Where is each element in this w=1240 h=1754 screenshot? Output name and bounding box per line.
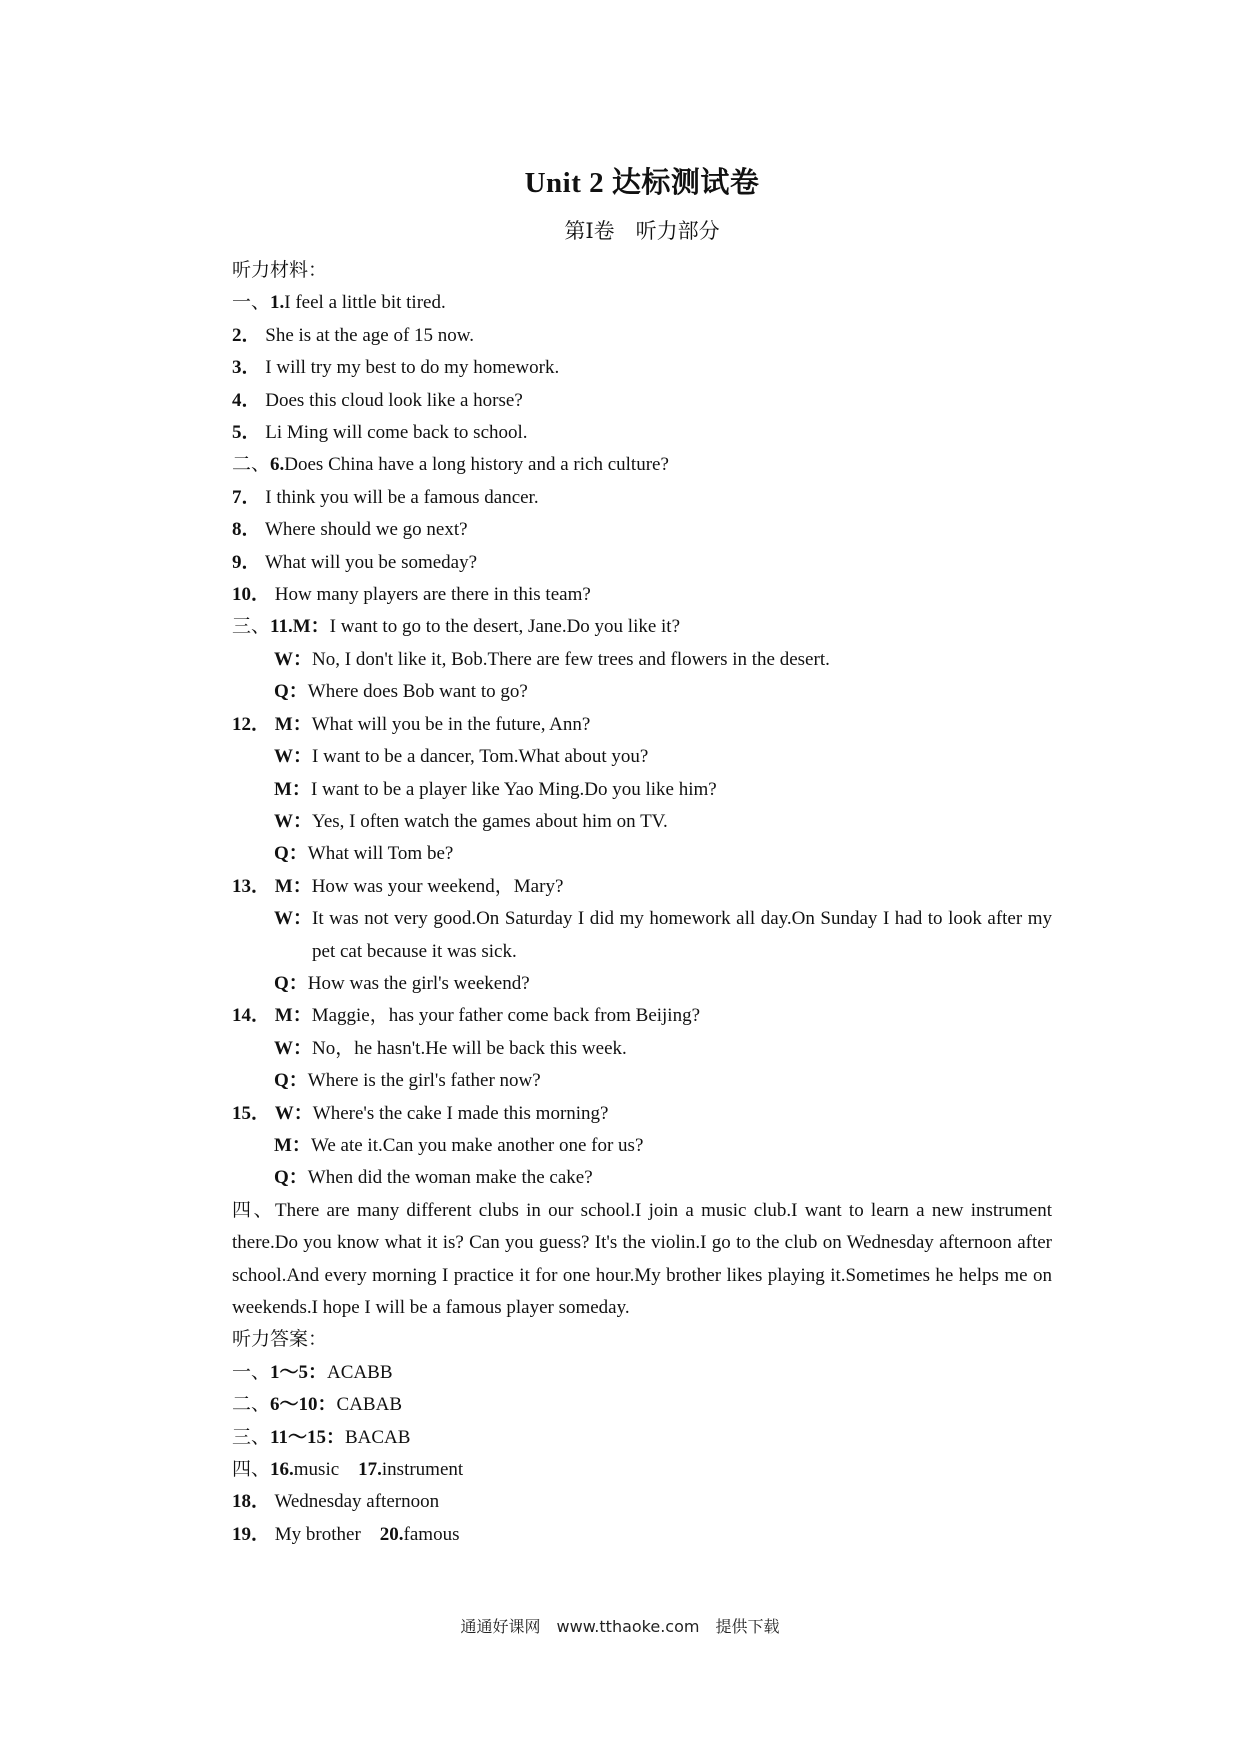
dialogue-text: I want to be a dancer, Tom.What about you? [312, 746, 649, 768]
answer-value: CABAB [336, 1394, 402, 1416]
answer-value: famous [403, 1523, 460, 1545]
answer-number: 20. [379, 1523, 404, 1545]
speaker-label: Q： [274, 1167, 308, 1189]
question-4 [232, 385, 1052, 417]
question-text: I think you will be a famous dancer. [265, 486, 539, 508]
question-2 [232, 320, 1052, 352]
dialogue-14-line-3 [232, 1065, 1052, 1097]
dialogue-15-line-3 [232, 1162, 1052, 1194]
answer-row-1 [232, 1357, 1052, 1389]
dialogue-13-line-1 [232, 871, 1052, 903]
question-text: She is at the age of 15 now. [265, 324, 475, 346]
question-number: 5． [232, 422, 261, 444]
question-8 [232, 514, 1052, 546]
dialogue-12-line-2 [232, 741, 1052, 773]
speaker-label: W： [274, 648, 313, 670]
question-number: 13． [232, 875, 271, 897]
answer-number: 17. [358, 1459, 382, 1481]
dialogue-text: It was not very good.On Saturday I did my homework all day.On Sunday I had to look after my pet cat because it was sick. [312, 908, 1052, 962]
section-prefix: 二、 [232, 454, 271, 476]
question-text: I feel a little bit tired. [284, 292, 446, 314]
dialogue-14-line-1 [232, 1000, 1052, 1032]
question-number: 6. [270, 454, 285, 476]
dialogue-text: Where's the cake I made this morning? [312, 1102, 609, 1124]
question-number: 9． [232, 551, 261, 573]
question-6 [232, 449, 1052, 481]
question-number: 7． [232, 486, 261, 508]
answer-value: My brother [274, 1523, 361, 1545]
dialogue-text: No，he hasn't.He will be back this week. [312, 1037, 627, 1059]
question-text: What will you be someday? [264, 551, 478, 573]
answers-heading: 听力答案： [232, 1329, 328, 1351]
dialogue-text: I want to go to the desert, Jane.Do you like it? [329, 616, 681, 638]
speaker-label: Q： [274, 681, 308, 703]
question-1 [232, 287, 1052, 319]
section-prefix: 四、 [232, 1199, 275, 1221]
question-text: How many players are there in this team? [274, 584, 591, 606]
dialogue-14-line-2 [232, 1033, 1052, 1065]
answer-number: 18． [232, 1491, 271, 1513]
question-5 [232, 417, 1052, 449]
answer-row-5 [232, 1486, 1052, 1518]
answer-value: BACAB [344, 1426, 411, 1448]
dialogue-text: Maggie，has your father come back from Beijing? [311, 1005, 701, 1027]
question-text: I will try my best to do my homework. [265, 357, 560, 379]
speaker-label: W： [274, 1102, 313, 1124]
dialogue-11-line-2 [232, 644, 1052, 676]
section-prefix: 一、 [232, 1361, 271, 1383]
dialogue-15-line-2 [232, 1130, 1052, 1162]
dialogue-text: Yes, I often watch the games about him on TV. [312, 810, 668, 832]
question-text: Does this cloud look like a horse? [265, 389, 523, 411]
section-prefix: 三、 [232, 1426, 271, 1448]
dialogue-13-line-2 [232, 903, 1052, 968]
passage-text: There are many different clubs in our school.I join a music club.I want to learn a new instrument there.Do you know what it is? Can you guess? It's the violin.I go to the club on Wednesday afternoon after school.And every morning I practice it for one hour.My brother likes playing it.Sometimes he helps me on weekends.I hope I will be a famous player someday. [232, 1199, 1052, 1318]
dialogue-13-line-3 [232, 968, 1052, 1000]
speaker-label: Q： [274, 843, 308, 865]
page-subtitle: 第Ⅰ卷 听力部分 [564, 219, 720, 243]
dialogue-12-line-1 [232, 709, 1052, 741]
answer-row-3 [232, 1422, 1052, 1454]
answer-row-4 [232, 1454, 1052, 1486]
question-text: Li Ming will come back to school. [265, 422, 528, 444]
dialogue-text: When did the woman make the cake? [307, 1167, 593, 1189]
question-10 [232, 579, 1052, 611]
dialogue-text: How was your weekend，Mary? [311, 875, 564, 897]
answer-number: 19． [232, 1523, 271, 1545]
question-9 [232, 547, 1052, 579]
document-page [232, 160, 1052, 1551]
dialogue-text: Where does Bob want to go? [307, 681, 528, 703]
speaker-label: Q： [274, 972, 308, 994]
dialogue-15-line-1 [232, 1098, 1052, 1130]
dialogue-text: How was the girl's weekend? [307, 972, 530, 994]
question-number: 1. [270, 292, 285, 314]
question-3 [232, 352, 1052, 384]
question-number: 3． [232, 357, 261, 379]
passage-section-4 [232, 1195, 1052, 1325]
question-number: 11. [270, 616, 293, 638]
dialogue-12-line-4 [232, 806, 1052, 838]
question-number: 15． [232, 1102, 271, 1124]
question-number: 12． [232, 713, 271, 735]
dialogue-text: What will you be in the future, Ann? [311, 713, 591, 735]
question-number: 14． [232, 1005, 271, 1027]
answer-range: 6～10： [270, 1394, 337, 1416]
page-title: Unit 2 达标测试卷 [524, 167, 760, 199]
answer-range: 1～5： [270, 1361, 328, 1383]
answer-range: 11～15： [270, 1426, 345, 1448]
answer-number: 16. [270, 1459, 294, 1481]
dialogue-12-line-5 [232, 838, 1052, 870]
dialogue-text: Where is the girl's father now? [307, 1070, 541, 1092]
section-prefix: 一、 [232, 292, 271, 314]
question-number: 8． [232, 519, 261, 541]
dialogue-text: What will Tom be? [307, 843, 454, 865]
speaker-label: M： [274, 1005, 312, 1027]
question-text: Where should we go next? [264, 519, 468, 541]
dialogue-text: I want to be a player like Yao Ming.Do you like him? [310, 778, 717, 800]
speaker-label: M： [292, 616, 330, 638]
answer-row-2 [232, 1389, 1052, 1421]
answer-row-6 [232, 1519, 1052, 1551]
speaker-label: W： [274, 746, 313, 768]
section-prefix: 四、 [232, 1459, 271, 1481]
dialogue-text: We ate it.Can you make another one for us? [310, 1134, 644, 1156]
speaker-label: Q： [274, 1070, 308, 1092]
answer-value: music [293, 1459, 340, 1481]
materials-heading: 听力材料： [232, 260, 328, 281]
question-text: Does China have a long history and a rich culture? [284, 454, 669, 476]
dialogue-text: No, I don't like it, Bob.There are few trees and flowers in the desert. [312, 648, 830, 670]
answer-value: Wednesday afternoon [274, 1491, 440, 1513]
speaker-label: W： [274, 908, 313, 930]
dialogue-11-line-1 [232, 611, 1052, 643]
speaker-label: W： [274, 1037, 313, 1059]
speaker-label: M： [274, 1134, 311, 1156]
speaker-label: W： [274, 810, 313, 832]
question-number: 10． [232, 584, 271, 606]
speaker-label: M： [274, 713, 312, 735]
answer-value: ACABB [327, 1361, 393, 1383]
speaker-label: M： [274, 875, 312, 897]
question-number: 2． [232, 324, 261, 346]
dialogue-11-line-3 [232, 676, 1052, 708]
question-7 [232, 482, 1052, 514]
dialogue-12-line-3 [232, 774, 1052, 806]
download-footer: 通通好课网 www.tthaoke.com 提供下载 [460, 1617, 780, 1636]
question-number: 4． [232, 389, 261, 411]
speaker-label: M： [274, 778, 311, 800]
section-prefix: 三、 [232, 616, 271, 638]
section-prefix: 二、 [232, 1394, 271, 1416]
answer-value: instrument [381, 1459, 464, 1481]
